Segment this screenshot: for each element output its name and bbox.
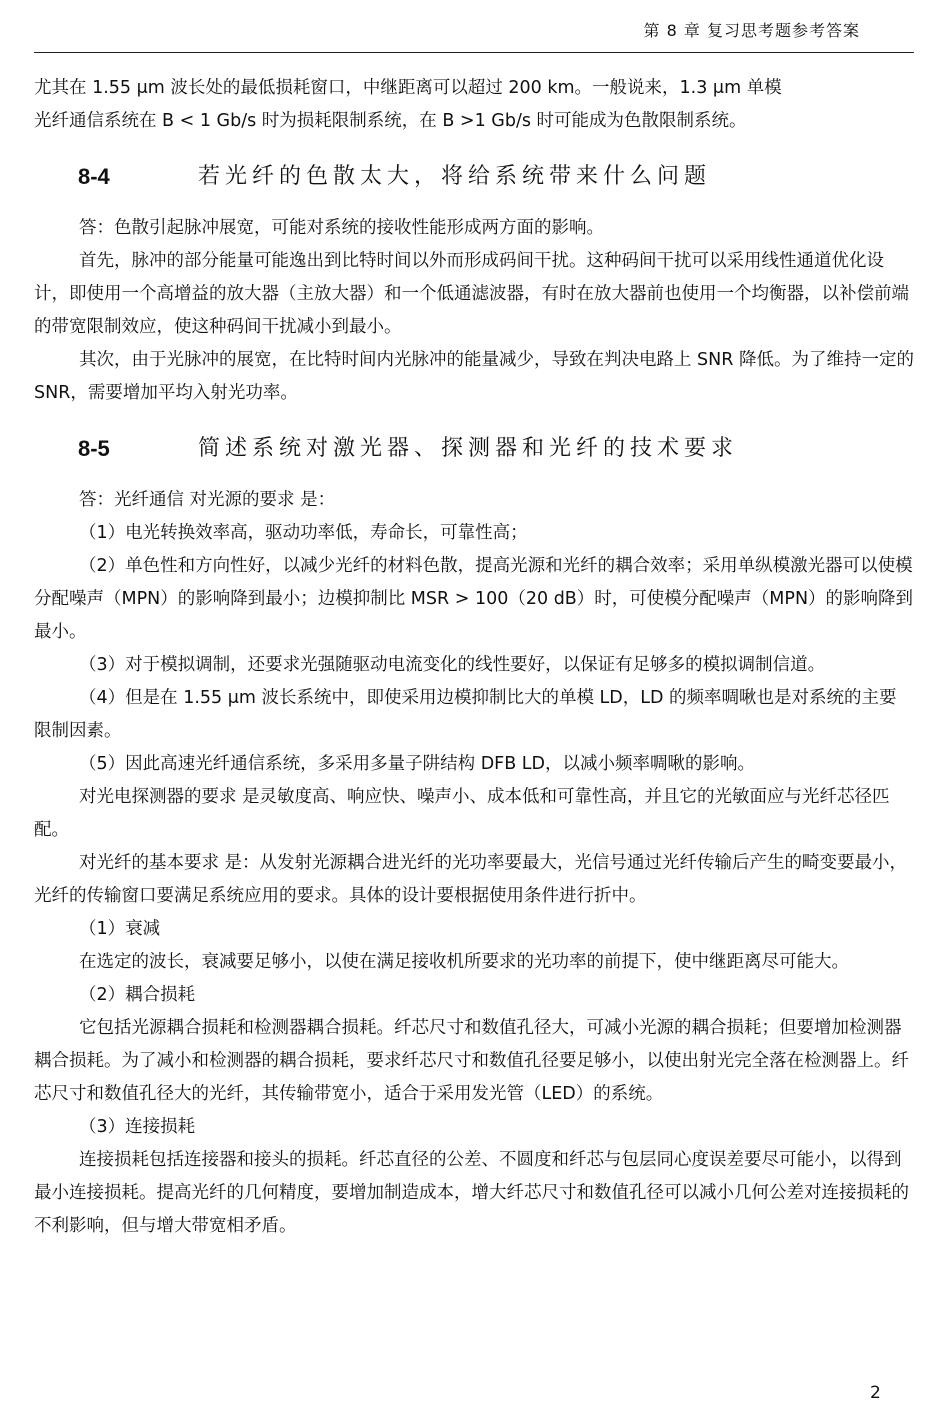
paragraph: 在选定的波长，衰减要足够小，以使在满足接收机所要求的光功率的前提下，使中继距离尽可能大。 <box>79 952 849 972</box>
section-heading-8-5 <box>34 432 914 466</box>
paragraph: （1）电光转换效率高，驱动功率低，寿命长，可靠性高； <box>79 523 528 543</box>
section-heading-8-4 <box>34 160 914 194</box>
page-number: 2 <box>870 1383 881 1403</box>
intro-line: 尤其在 1.55 μm 波长处的最低损耗窗口，中继距离可以超过 200 km。一般说来，1.3 μm 单模 <box>34 78 782 98</box>
section-number: 8-4 <box>78 164 110 189</box>
section-number: 8-5 <box>78 436 110 461</box>
section-title: 若光纤的色散太大，将给系统带来什么问题 <box>198 164 712 189</box>
paragraph: （3）对于模拟调制，还要求光强随驱动电流变化的线性要好，以保证有足够多的模拟调制信道。 <box>79 655 826 675</box>
paragraph: 答：光纤通信 对光源的要求 是： <box>79 490 336 510</box>
header-rule <box>34 52 914 53</box>
paragraph: 答：色散引起脉冲展宽，可能对系统的接收性能形成两方面的影响。 <box>79 218 604 238</box>
paragraph: 对光纤的基本要求 是：从发射光源耦合进光纤的光功率要最大，光信号通过光纤传输后产生的畸变要最小，光纤的传输窗口要满足系统应用的要求。具体的设计要根据使用条件进行折中。 <box>34 853 908 906</box>
paragraph: 连接损耗包括连接器和接头的损耗。纤芯直径的公差、不圆度和纤芯与包层同心度误差要尽可能小，以得到最小连接损耗。提高光纤的几何精度，要增加制造成本，增大纤芯尺寸和数值孔径可以减小几何公差对连接损耗的不利影响，但与增大带宽相矛盾。 <box>34 1150 909 1236</box>
paragraph: （4）但是在 1.55 μm 波长系统中，即使采用边模抑制比大的单模 LD，LD 的频率啁啾也是对系统的主要限制因素。 <box>34 688 897 741</box>
paragraph: （5）因此高速光纤通信系统，多采用多量子阱结构 DFB LD，以减小频率啁啾的影响。 <box>79 754 756 774</box>
subheading: （1）衰减 <box>79 919 161 939</box>
page-content <box>34 72 914 1243</box>
paragraph: 其次，由于光脉冲的展宽，在比特时间内光脉冲的能量减少，导致在判决电路上 SNR 降低。为了维持一定的 SNR，需要增加平均入射光功率。 <box>34 350 914 403</box>
subheading: （2）耦合损耗 <box>79 985 196 1005</box>
section-title: 简述系统对激光器、探测器和光纤的技术要求 <box>198 436 739 461</box>
intro-line: 光纤通信系统在 B < 1 Gb/s 时为损耗限制系统，在 B >1 Gb/s 时可能成为色散限制系统。 <box>34 111 747 131</box>
paragraph: 对光电探测器的要求 是灵敏度高、响应快、噪声小、成本低和可靠性高，并且它的光敏面应与光纤芯径匹配。 <box>34 787 890 840</box>
subheading: （3）连接损耗 <box>79 1117 196 1137</box>
paragraph: 首先，脉冲的部分能量可能逸出到比特时间以外而形成码间干扰。这种码间干扰可以采用线性通道优化设计，即使用一个高增益的放大器（主放大器）和一个低通滤波器，有时在放大器前也使用一个均衡器，以补偿前端的带宽限制效应，使这种码间干扰减小到最小。 <box>34 251 909 337</box>
paragraph: （2）单色性和方向性好，以减少光纤的材料色散，提高光源和光纤的耦合效率；采用单纵模激光器可以使模分配噪声（MPN）的影响降到最小；边模抑制比 MSR > 100（20 dB）时，可使模分配噪声（MPN）的影响降到最小。 <box>34 556 914 642</box>
paragraph: 它包括光源耦合损耗和检测器耦合损耗。纤芯尺寸和数值孔径大，可减小光源的耦合损耗；但要增加检测器耦合损耗。为了减小和检测器的耦合损耗，要求纤芯尺寸和数值孔径要足够小，以使出射光完全落在检测器上。纤芯尺寸和数值孔径大的光纤，其传输带宽小，适合于采用发光管（LED）的系统。 <box>34 1018 909 1104</box>
running-header: 第 8 章 复习思考题参考答案 <box>643 21 860 40</box>
